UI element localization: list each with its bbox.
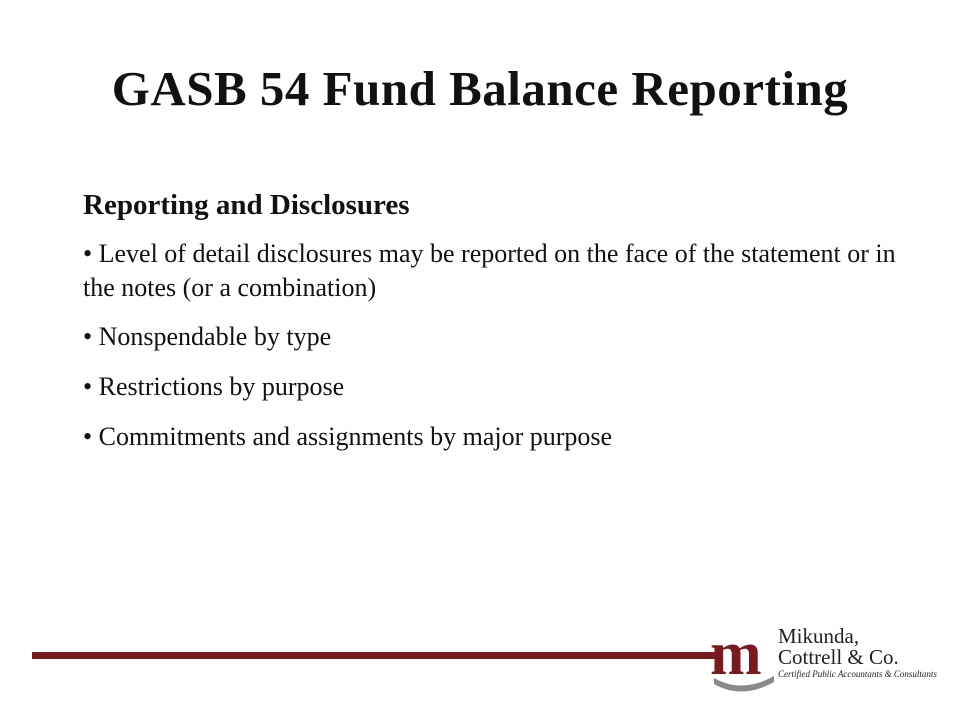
bullet-item xyxy=(83,420,903,454)
bullet-list xyxy=(83,237,903,454)
bullet-item xyxy=(83,320,903,354)
logo-name-line1: Mikunda, xyxy=(778,624,860,648)
slide-title: GASB 54 Fund Balance Reporting xyxy=(111,61,849,116)
bullet-text: Level of detail disclosures may be reported on the face of the statement or in the notes (or a combination) xyxy=(83,238,896,302)
logo-name-line2: Cottrell & Co. xyxy=(778,645,899,669)
bullet-item xyxy=(83,370,903,404)
logo-monogram-letter: m xyxy=(710,624,762,688)
logo-wordmark xyxy=(778,626,936,680)
bullet-item xyxy=(83,237,903,305)
bullet-marker: • xyxy=(83,322,93,352)
logo-tagline: Certified Public Accountants & Consultants xyxy=(778,669,937,679)
bullet-text: Commitments and assignments by major purpose xyxy=(98,421,613,451)
section-subtitle: Reporting and Disclosures xyxy=(83,189,410,221)
bullet-marker: • xyxy=(83,238,93,268)
slide-content xyxy=(83,188,903,470)
bullet-marker: • xyxy=(83,421,93,451)
company-logo xyxy=(708,624,936,694)
bullet-text: Nonspendable by type xyxy=(98,322,332,352)
bullet-text: Restrictions by purpose xyxy=(98,372,345,402)
bullet-marker: • xyxy=(83,372,93,402)
logo-monogram-icon xyxy=(708,624,778,694)
footer-divider xyxy=(32,652,722,659)
